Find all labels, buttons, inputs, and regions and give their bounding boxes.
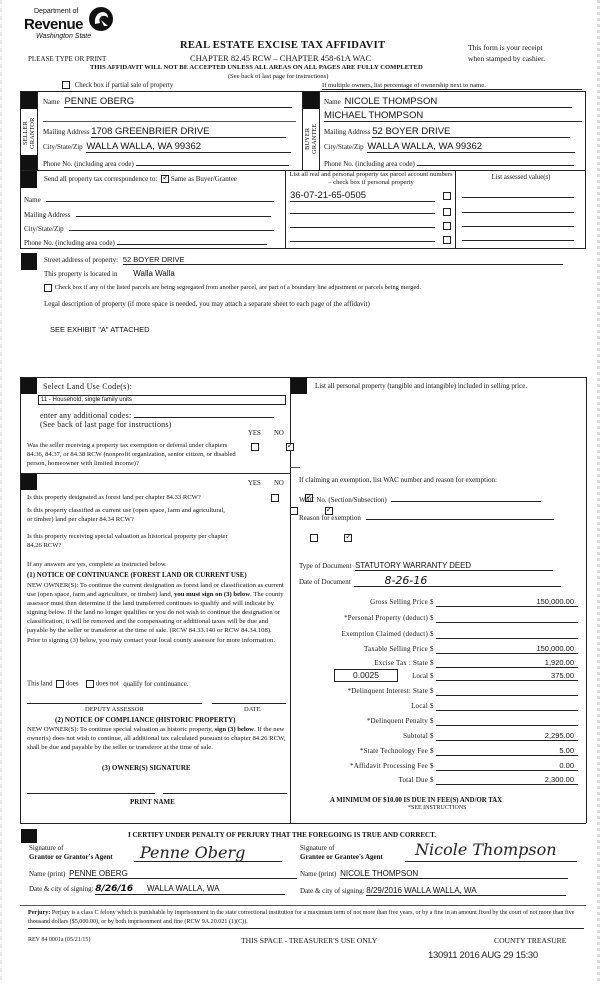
- perjury-notice: Perjury: Perjury is a class C felony which is punishable by imprisonment in the state correctional institution for a maximum term of not more than five years, or by a fine in an amount fixed by the court of not more than five thousand dollars ($5,000.00), or by both imprisonment and fine (RCW 9A.20.021 (1)(C)).: [28, 909, 584, 929]
- owner-signature-line[interactable]: [27, 793, 155, 794]
- exemption-reason-field[interactable]: [366, 512, 554, 520]
- partial-sale-checkbox[interactable]: [62, 81, 70, 89]
- deputy-assessor-label: DEPUTY ASSESSOR: [85, 706, 144, 713]
- currency-symbol: $: [430, 702, 434, 710]
- property-marker: [21, 253, 37, 270]
- delinquent-interest-state-field[interactable]: [436, 686, 578, 696]
- exemption-question: Was the seller receiving a property tax exemption or deferral under chapters 84.36, 84.37, or 84.38 RCW (nonprofit organization, senior citizen, or disabled person, homeowner with limited income)?: [27, 442, 236, 467]
- tax-row-label: *Personal Property (deduct): [344, 614, 428, 622]
- processing-fee-value: 0.00: [559, 761, 574, 770]
- land-use-instructions: (See back of last page for instructions): [40, 420, 172, 429]
- subtotal-value: 2,295.00: [544, 731, 574, 740]
- deputy-assessor-line[interactable]: [27, 703, 202, 704]
- dor-swirl-icon: [88, 6, 114, 32]
- corr-phone-row: Phone No. (including area code): [24, 237, 267, 247]
- land-use-label: Select Land Use Code(s):: [43, 382, 133, 391]
- buyer-name2-field[interactable]: MICHAEL THOMPSON: [324, 110, 582, 122]
- currency-symbol: $: [430, 762, 434, 770]
- no-header-2: NO: [274, 480, 284, 487]
- parcel-row: [290, 218, 451, 230]
- form-title: REAL ESTATE EXCISE TAX AFFIDAVIT: [180, 40, 386, 51]
- currency-symbol: $: [430, 672, 434, 680]
- doc-date-field[interactable]: 8-26-16: [354, 575, 561, 587]
- assessed-header: List assessed value(s): [491, 174, 551, 181]
- tax-row-label: Taxable Selling Price: [364, 645, 428, 653]
- continuance-row: This land does does not qualify for continuance.: [27, 680, 189, 688]
- historic-no-checkbox[interactable]: [344, 534, 352, 542]
- wac-number-field[interactable]: [391, 494, 541, 502]
- personal-property-marker: [291, 378, 307, 394]
- gross-selling-price-value: 150,000.00: [536, 597, 574, 606]
- receipt-line-1: This form is your receipt: [468, 43, 543, 52]
- notice2-title: (2) NOTICE OF COMPLIANCE (HISTORIC PROPERTY): [55, 716, 236, 724]
- additional-codes-field[interactable]: [134, 409, 274, 418]
- seller-phone-row: Phone No. (including area code): [43, 157, 289, 168]
- delinquent-interest-local-field[interactable]: [436, 701, 578, 711]
- taxable-selling-price-value: 150,000.00: [536, 644, 574, 653]
- grantor-signature: Penne Oberg: [140, 843, 246, 862]
- seller-city-field[interactable]: WALLA WALLA, WA 99362: [86, 141, 291, 153]
- seller-side-label: SELLER GRANTOR: [22, 117, 36, 149]
- segregated-checkbox[interactable]: [44, 284, 52, 292]
- tax-row-label: Subtotal: [403, 732, 428, 740]
- notice1-text: NEW OWNER(S): To continue the current designation as forest land or classification as current use (open space, farm and agriculture, or timber) land, you must sign on (3) below. The county assessor must then determine if the land transferred continues to qualify and will indicate by signing below. If the land no longer qualifies or you do not wish to continue the designation or classification, it will be removed and the compensating or additional taxes will be due and payable by the seller or transferor at the time of sale. (RCW 84.33.140 or RCW 84.34.108). Prior to signing (3) below, you may contact your local county assessor for more information.: [27, 582, 284, 644]
- logo-name: Revenue: [24, 16, 84, 33]
- current-use-question: Is this property classified as current use (open space, farm and agricultural, or timber) land per chapter 84.34 RCW?: [27, 507, 225, 523]
- buyer-phone-field[interactable]: [417, 157, 574, 166]
- parcel-row: [290, 232, 451, 244]
- same-as-buyer-checkbox[interactable]: [161, 175, 169, 183]
- form-warning: THIS AFFIDAVIT WILL NOT BE ACCEPTED UNLESS ALL AREAS ON ALL PAGES ARE FULLY COMPLETED: [90, 64, 423, 71]
- treasurer-stamp: 130911 2016 AUG 29 15:30: [428, 950, 538, 961]
- partial-sale-label: Check box if partial sale of property: [74, 81, 174, 89]
- excise-state-value: 1,920.00: [544, 658, 574, 667]
- local-rate-box[interactable]: 0.0025: [334, 669, 398, 682]
- parcel-row: [290, 204, 451, 216]
- buyer-mailing-field[interactable]: 52 BOYER DRIVE: [372, 126, 570, 138]
- corr-name-field[interactable]: [46, 194, 274, 202]
- buyer-mailing-row: Mailing Address 52 BOYER DRIVE: [324, 126, 570, 138]
- total-due-value: 2,300.00: [544, 775, 574, 784]
- grantor-name-row: Name (print) PENNE OBERG: [29, 869, 297, 879]
- exemption-yes-checkbox[interactable]: [251, 443, 259, 451]
- historic-yes-checkbox[interactable]: [310, 534, 318, 542]
- forest-yes-checkbox[interactable]: [271, 494, 279, 502]
- parcel-personal-checkbox[interactable]: [443, 236, 451, 244]
- tax-row-label: Exemption Claimed (deduct): [341, 630, 428, 638]
- parcels-header: List all real and personal property tax parcel account numbers – check box if personal property: [289, 171, 453, 186]
- multiple-owners-note: If multiple owners, list percentage of ownership next to name.: [322, 82, 582, 90]
- grantee-signature: Nicole Thompson: [415, 840, 557, 859]
- assessed-value-field[interactable]: [462, 226, 574, 227]
- land-use-select[interactable]: 11 - Household, single family units: [38, 395, 286, 405]
- street-address-field[interactable]: 52 BOYER DRIVE: [123, 255, 563, 265]
- correspondence-header: Send all property tax correspondence to: ✓ Same as Buyer/Grantee: [44, 175, 237, 183]
- buyer-city-field[interactable]: WALLA WALLA, WA 99362: [367, 141, 575, 153]
- corr-phone-field[interactable]: [117, 237, 267, 245]
- legal-description[interactable]: SEE EXHIBIT "A" ATTACHED: [50, 325, 150, 334]
- exemption-claimed-field[interactable]: [436, 629, 578, 639]
- currency-symbol: $: [430, 687, 434, 695]
- grantee-sig-label: Signature of Grantee or Grantee's Agent: [300, 844, 383, 861]
- assessor-date-line[interactable]: [212, 703, 286, 704]
- tax-row-label: Local: [411, 702, 428, 710]
- assessed-value-field[interactable]: [462, 197, 574, 198]
- wac-row: WAC No. (Section/Subsection): [299, 494, 541, 504]
- forest-question: Is this property designated as forest land per chapter 84.33 RCW?: [27, 494, 201, 501]
- certification-statement: I CERTIFY UNDER PENALTY OF PERJURY THAT THE FOREGOING IS TRUE AND CORRECT.: [128, 831, 437, 839]
- exemption-no-checkbox[interactable]: [286, 443, 294, 451]
- located-county[interactable]: Walla Walla: [133, 269, 175, 278]
- parcel-row: [290, 190, 451, 202]
- legal-label: Legal description of property (if more space is needed, you may attach a separate sheet to each page of the affidavit): [44, 300, 370, 308]
- grantee-date-row: Date & city of signing: 8/29/2016 WALLA WALLA, WA: [300, 886, 566, 896]
- notice2-text: NEW OWNER(S): To continue special valuation as historic property, sign (3) below. If the new owner(s) does not wish to continue, all additional tax calculated pursuant to chapter 84.26 RCW, shall be due and payable by the seller or transferor at the time of sale.: [27, 726, 286, 751]
- grantor-date-row: Date & city of signing: 8/26/16 WALLA WALLA, WA: [29, 884, 285, 895]
- currency-symbol: $: [430, 747, 434, 755]
- land-use-marker: [21, 378, 37, 394]
- tax-row-label: *State Technology Fee: [359, 747, 428, 755]
- exemption-label: If claiming an exemption, list WAC number and reason for exemption:: [299, 476, 497, 484]
- doc-type-field[interactable]: STATUTORY WARRANTY DEED: [355, 561, 553, 571]
- no-header: NO: [274, 430, 284, 437]
- seller-mailing-field[interactable]: 1708 GREENBRIER DRIVE: [91, 126, 286, 138]
- corr-city-field[interactable]: [69, 223, 274, 231]
- buyer-marker: [303, 92, 319, 109]
- tax-row-label: Local: [412, 672, 428, 680]
- receipt-line-2: when stamped by cashier.: [468, 54, 546, 63]
- print-name-label: PRINT NAME: [130, 798, 175, 806]
- buyer-name-field[interactable]: NICOLE THOMPSON: [344, 96, 572, 108]
- parcel-personal-checkbox[interactable]: [443, 192, 451, 200]
- form-chapter: CHAPTER 82.45 RCW – CHAPTER 458-61A WAC: [190, 53, 372, 63]
- excise-local-value: 375.00: [551, 671, 574, 680]
- seller-name-field[interactable]: PENNE OBERG: [64, 96, 292, 108]
- grantor-name-field[interactable]: PENNE OBERG: [69, 869, 297, 879]
- tax-row-label: Total Due: [398, 776, 428, 784]
- logo-dept: Department of: [34, 8, 79, 15]
- currency-symbol: $: [430, 645, 434, 653]
- parcel-number-field[interactable]: [290, 232, 435, 242]
- form-revision: REV 84 0001a (05/21/15): [28, 937, 91, 943]
- currency-symbol: $: [430, 717, 434, 725]
- currency-symbol: $: [430, 776, 434, 784]
- correspondence-marker: [21, 171, 37, 188]
- parcel-number-field[interactable]: [290, 218, 435, 228]
- currency-symbol: $: [430, 732, 434, 740]
- personal-property-label: List all personal property (tangible and intangible) included in selling price.: [315, 382, 528, 390]
- assessed-value-field[interactable]: [462, 240, 574, 241]
- assessed-value-field[interactable]: [462, 212, 574, 213]
- parcel-number-field[interactable]: [290, 204, 435, 214]
- current-use-yes-checkbox[interactable]: [290, 507, 298, 515]
- if-yes-note: If any answers are yes, complete as instructed below.: [27, 561, 167, 568]
- personal-property-deduct-field[interactable]: [436, 613, 578, 623]
- seller-name-row: Name PENNE OBERG: [43, 96, 298, 108]
- buyer-side-label: BUYER GRANTEE: [304, 123, 318, 155]
- seller-phone-field[interactable]: [136, 157, 289, 166]
- parcel-number-field[interactable]: 36-07-21-65-0505: [290, 190, 435, 202]
- grantor-date-field[interactable]: 8/26/16 WALLA WALLA, WA: [95, 884, 285, 895]
- tax-row-label: *Affidavit Processing Fee: [350, 762, 428, 770]
- currency-symbol: $: [430, 630, 434, 638]
- personal-property-field[interactable]: [300, 410, 580, 470]
- grantee-date-field[interactable]: 8/29/2016 WALLA WALLA, WA: [366, 886, 566, 896]
- does-not-qualify-checkbox[interactable]: [86, 680, 94, 688]
- county-treasurer-label: COUNTY TREASURE: [494, 936, 567, 945]
- see-back: (See back of last page for instructions): [228, 73, 329, 80]
- buyer-city-row: City/State/Zip WALLA WALLA, WA 99362: [324, 141, 575, 153]
- logo-state: Washington State: [36, 33, 92, 40]
- tax-row-label: *Delinquent Interest: State: [347, 687, 428, 695]
- seller-mailing-row: Mailing Address 1708 GREENBRIER DRIVE: [43, 126, 286, 138]
- see-instructions: *SEE INSTRUCTIONS: [408, 805, 467, 811]
- dor-logo: [22, 6, 122, 48]
- segregated-row: Check box if any of the listed parcels are being segregated from another parcel, are part of a boundary line adjustment or parcels being merged.: [44, 284, 421, 292]
- exemption-reason-row: Reason for exemption: [299, 512, 554, 522]
- technology-fee-value: 5.00: [559, 746, 574, 755]
- grantee-name-row: Name (print) NICOLE THOMPSON: [300, 869, 568, 879]
- owner-print-name-line[interactable]: [163, 793, 287, 794]
- corr-city-row: City/State/Zip: [24, 223, 274, 233]
- grantee-name-field[interactable]: NICOLE THOMPSON: [340, 869, 568, 879]
- corr-mailing-field[interactable]: [76, 209, 271, 217]
- seller-marker: [21, 92, 37, 109]
- tax-row-label: Excise Tax : State: [374, 659, 428, 667]
- treasurer-use-label: THIS SPACE - TREASURER'S USE ONLY: [241, 936, 378, 945]
- additional-codes-row: enter any additional codes:: [40, 409, 274, 420]
- scan-edge-left: [0, 0, 2, 984]
- located-row: This property is located in Walla Walla: [44, 269, 175, 278]
- corr-mailing-row: Mailing Address: [24, 209, 271, 219]
- doc-type-row: Type of Document STATUTORY WARRANTY DEED: [299, 561, 553, 571]
- assessor-date-label: DATE: [244, 706, 261, 713]
- grantor-sig-label: Signature of Grantor or Grantor's Agent: [29, 844, 113, 861]
- yes-header: YES: [248, 430, 261, 437]
- tax-row-label: *Delinquent Penalty: [366, 717, 428, 725]
- delinquent-penalty-field[interactable]: [436, 716, 578, 726]
- currency-symbol: $: [430, 614, 434, 622]
- does-qualify-checkbox[interactable]: [56, 680, 64, 688]
- parcel-personal-checkbox[interactable]: [443, 208, 451, 216]
- street-row: Street address of property: 52 BOYER DRIVE: [44, 255, 563, 265]
- buyer-phone-row: Phone No. (including area code): [324, 157, 574, 168]
- tax-row-label: Gross Selling Price: [370, 598, 428, 606]
- partial-sale-row: [62, 81, 173, 89]
- corr-name-row: Name: [24, 194, 274, 204]
- notice1-title: (1) NOTICE OF CONTINUANCE (FOREST LAND OR CURRENT USE): [27, 572, 247, 579]
- seller-city-row: City/State/Zip WALLA WALLA, WA 99362: [43, 141, 291, 153]
- please-type: PLEASE TYPE OR PRINT: [28, 55, 107, 63]
- currency-symbol: $: [430, 659, 434, 667]
- currency-symbol: $: [430, 598, 434, 606]
- parcel-personal-checkbox[interactable]: [443, 222, 451, 230]
- minimum-note: A MINIMUM OF $10.00 IS DUE IN FEE(S) AND/OR TAX: [330, 797, 503, 804]
- doc-date-row: Date of Document 8-26-16: [299, 575, 561, 587]
- historic-question: Is this property receiving special valuation as historical property per chapter 84.26 RCW?: [27, 533, 228, 549]
- certification-marker: [21, 829, 37, 843]
- designation-marker: [21, 474, 37, 490]
- owner-signature-title: (3) OWNER(S) SIGNATURE: [102, 764, 191, 772]
- yes-header-2: YES: [248, 480, 261, 487]
- buyer-name-row: Name NICOLE THOMPSON: [324, 96, 572, 108]
